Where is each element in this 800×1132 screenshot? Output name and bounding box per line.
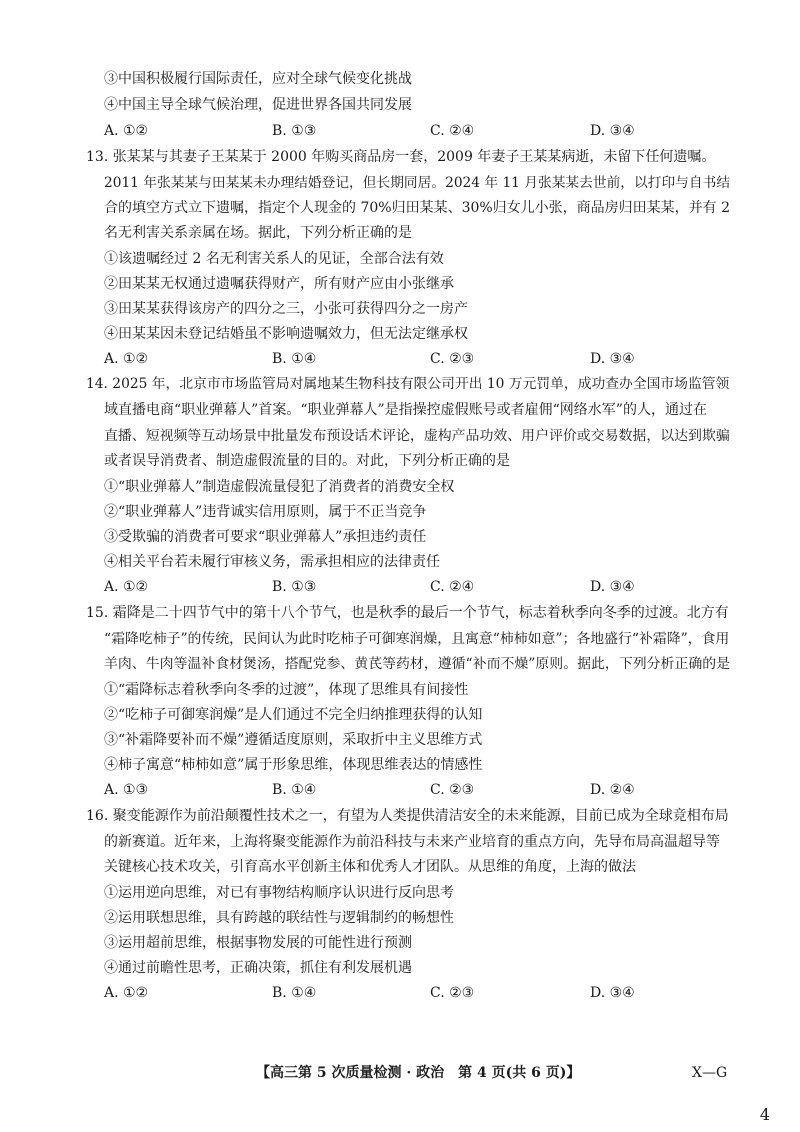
question-14-stem-line: 直播、短视频等互动场景中批量发布预设话术评论，虚构产品功效、用户评价或交易数据，以达到欺骗 bbox=[104, 428, 730, 444]
statement: ③受欺骗的消费者可要求“职业弹幕人”承担违约责任 bbox=[104, 529, 427, 545]
option-c: C. ②④ bbox=[430, 579, 475, 595]
option-d: D. ③④ bbox=[590, 351, 635, 367]
option-a: A. ①② bbox=[104, 123, 149, 139]
statement: ②“职业弹幕人”违背诚实信用原则，属于不正当竞争 bbox=[104, 504, 427, 520]
option-b: B. ①④ bbox=[272, 351, 317, 367]
statement: ②运用联想思维，具有跨越的联结性与逻辑制约的畅想性 bbox=[104, 910, 454, 926]
question-13-stem-line: 合的填空方式立下遗嘱，指定个人现金的 70%归田某某、30%归女儿小张，商品房归田某某，并有 2 bbox=[104, 200, 731, 216]
option-b: B. ①③ bbox=[272, 579, 317, 595]
option-a: A. ①② bbox=[104, 351, 149, 367]
question-13-stem-line: 名无利害关系亲属在场。据此，下列分析正确的是 bbox=[104, 225, 412, 241]
footer-title: 【高三第 5 次质量检测 · 政治 第 4 页(共 6 页)】 bbox=[256, 1065, 581, 1081]
statement: ③田某某获得该房产的四分之三，小张可获得四分之一房产 bbox=[104, 301, 468, 317]
question-14-stem-line: 或者误导消费者、制造虚假流量的目的。对此，下列分析正确的是 bbox=[104, 453, 510, 469]
option-c: C. ②③ bbox=[430, 985, 475, 1001]
statement: ③“补霜降要补而不燥”遵循适度原则，采取折中主义思维方式 bbox=[104, 732, 483, 748]
statement: ④田某某因未登记结婚虽不影响遗嘱效力，但无法定继承权 bbox=[104, 326, 468, 342]
option-b: B. ①③ bbox=[272, 123, 317, 139]
statement: ②“吃柿子可御寒润燥”是人们通过不完全归纳推理获得的认知 bbox=[104, 707, 483, 723]
question-13-stem-line: 2011 年张某某与田某某未办理结婚登记，但长期同居。2024 年 11 月张某某去世前，以打印与自书结 bbox=[104, 175, 731, 191]
statement: ④柿子寓意“柿柿如意”属于形象思维，体现思维表达的情感性 bbox=[104, 757, 483, 773]
statement: ①运用逆向思维，对已有事物结构顺序认识进行反向思考 bbox=[104, 885, 454, 901]
statement: ①“霜降标志着秋季向冬季的过渡”，体现了思维具有间接性 bbox=[104, 682, 469, 698]
question-15-stem-line: 15. 霜降是二十四节气中的第十八个节气，也是秋季的最后一个节气，标志着秋季向冬季的过渡。北方有 bbox=[86, 605, 729, 621]
question-13-stem-line: 13. 张某某与其妻子王某某于 2000 年购买商品房一套，2009 年妻子王某某病逝，未留下任何遗嘱。 bbox=[86, 149, 716, 165]
option-c: C. ②④ bbox=[430, 123, 475, 139]
statement: ④中国主导全球气候治理，促进世界各国共同发展 bbox=[104, 97, 412, 113]
statement: ①该遗嘱经过 2 名无利害关系人的见证，全部合法有效 bbox=[104, 251, 444, 267]
option-c: C. ②③ bbox=[430, 351, 475, 367]
question-14-stem-line: 域直播电商“职业弹幕人”首案。“职业弹幕人”是指操控虚假账号或者雇佣“网络水军”的人，通过在 bbox=[104, 402, 707, 418]
footer-code: X—G bbox=[692, 1065, 728, 1081]
question-15-stem-line: 羊肉、牛肉等温补食材煲汤，搭配党参、黄芪等药材，遵循“补而不燥”原则。据此，下列分析正确的是 bbox=[104, 656, 731, 672]
question-16-stem-line: 关键核心技术攻关，引育高水平创新主体和优秀人才团队。从思维的角度，上海的做法 bbox=[104, 859, 636, 875]
option-b: B. ①④ bbox=[272, 782, 317, 798]
statement: ④通过前瞻性思考，正确决策，抓住有利发展机遇 bbox=[104, 960, 412, 976]
question-16-stem-line: 的新赛道。近年来，上海将聚变能源作为前沿科技与未来产业培育的重点方向，先导布局高温超导等 bbox=[104, 834, 720, 850]
option-d: D. ③④ bbox=[590, 579, 635, 595]
page-number: 4 bbox=[759, 1105, 770, 1124]
option-a: A. ①② bbox=[104, 579, 149, 595]
statement: ②田某某无权通过遗嘱获得财产，所有财产应由小张继承 bbox=[104, 276, 454, 292]
option-d: D. ③④ bbox=[590, 123, 635, 139]
option-b: B. ①④ bbox=[272, 985, 317, 1001]
question-16-stem-line: 16. 聚变能源作为前沿颠覆性技术之一，有望为人类提供清洁安全的未来能源，目前已成为全球竞相布局 bbox=[86, 808, 729, 824]
option-a: A. ①② bbox=[104, 985, 149, 1001]
statement: ③运用超前思维，根据事物发展的可能性进行预测 bbox=[104, 935, 412, 951]
option-c: C. ②③ bbox=[430, 782, 475, 798]
option-d: D. ③④ bbox=[590, 985, 635, 1001]
question-15-stem-line: “霜降吃柿子”的传统，民间认为此时吃柿子可御寒润燥，且寓意“柿柿如意”；各地盛行“补霜降”，食用 bbox=[104, 631, 730, 647]
option-a: A. ①③ bbox=[104, 782, 149, 798]
statement: ③中国积极履行国际责任，应对全球气候变化挑战 bbox=[104, 71, 412, 87]
statement: ④相关平台若未履行审核义务，需承担相应的法律责任 bbox=[104, 554, 440, 570]
option-d: D. ②④ bbox=[590, 782, 635, 798]
question-14-stem-line: 14. 2025 年，北京市市场监管局对属地某生物科技有限公司开出 10 万元罚单，成功查办全国市场监管领 bbox=[86, 376, 730, 392]
statement: ①“职业弹幕人”制造虚假流量侵犯了消费者的消费安全权 bbox=[104, 479, 455, 495]
